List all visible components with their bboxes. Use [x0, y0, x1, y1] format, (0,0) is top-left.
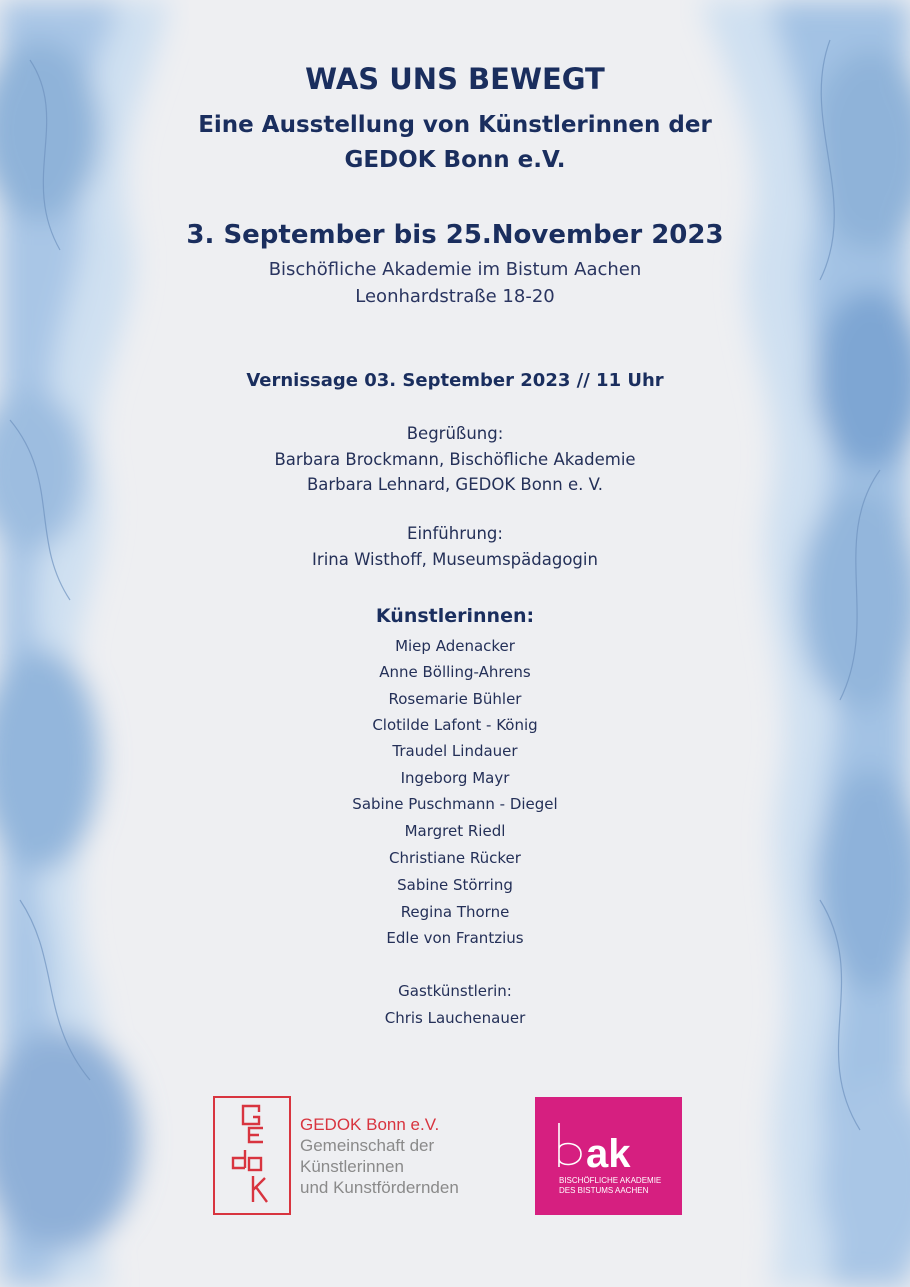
- gedok-description: Künstlerinnen: [300, 1157, 404, 1176]
- gedok-logo: [213, 1096, 291, 1215]
- venue-address: Leonhardstraße 18-20: [355, 286, 555, 307]
- gedok-description: und Kunstfördernden: [300, 1178, 459, 1197]
- gedok-logo-mark: [215, 1098, 289, 1213]
- gedok-description: Gemeinschaft der: [300, 1136, 435, 1155]
- intro-speaker: Irina Wisthoff, Museumspädagogin: [312, 550, 598, 569]
- artist-name: Clotilde Lafont - König: [372, 716, 538, 734]
- artist-name: Rosemarie Bühler: [388, 690, 522, 708]
- bak-line2: DES BISTUMS AACHEN: [559, 1186, 649, 1195]
- artist-name: Christiane Rücker: [389, 849, 521, 867]
- artists-heading: Künstlerinnen:: [375, 605, 535, 627]
- artist-name: Miep Adenacker: [395, 637, 515, 655]
- bak-line1: BISCHÖFLICHE AKADEMIE: [559, 1176, 662, 1185]
- gedok-name: GEDOK Bonn e.V.: [300, 1115, 440, 1134]
- artist-name: Anne Bölling-Ahrens: [379, 663, 531, 681]
- bak-logo-mark: [535, 1097, 682, 1215]
- gedok-text-block: [300, 1114, 459, 1198]
- artist-name: Sabine Puschmann - Diegel: [352, 795, 558, 813]
- greeting-speaker: Barbara Lehnard, GEDOK Bonn e. V.: [306, 475, 604, 494]
- artist-name: Margret Riedl: [404, 822, 506, 840]
- greeting-label: Begrüßung:: [406, 424, 504, 443]
- vernissage-info: Vernissage 03. September 2023 // 11 Uhr: [246, 370, 664, 391]
- bak-logo: [535, 1097, 682, 1215]
- exhibition-title: WAS UNS BEWEGT: [305, 62, 605, 96]
- exhibition-organizer: GEDOK Bonn e.V.: [344, 147, 566, 173]
- exhibition-subtitle: Eine Ausstellung von Künstlerinnen der: [198, 112, 712, 138]
- artist-name: Regina Thorne: [400, 903, 510, 921]
- artist-name: Sabine Störring: [397, 876, 513, 894]
- exhibition-dates: 3. September bis 25.November 2023: [186, 220, 724, 250]
- artist-name: Ingeborg Mayr: [400, 769, 510, 787]
- intro-label: Einführung:: [407, 524, 503, 543]
- venue-name: Bischöfliche Akademie im Bistum Aachen: [268, 259, 642, 280]
- svg-text:ak: ak: [586, 1132, 631, 1176]
- guest-label: Gastkünstlerin:: [398, 982, 512, 1000]
- guest-artist-name: Chris Lauchenauer: [384, 1009, 526, 1027]
- artist-name: Traudel Lindauer: [392, 742, 518, 760]
- greeting-speaker: Barbara Brockmann, Bischöfliche Akademie: [274, 450, 636, 469]
- artist-name: Edle von Frantzius: [386, 929, 524, 947]
